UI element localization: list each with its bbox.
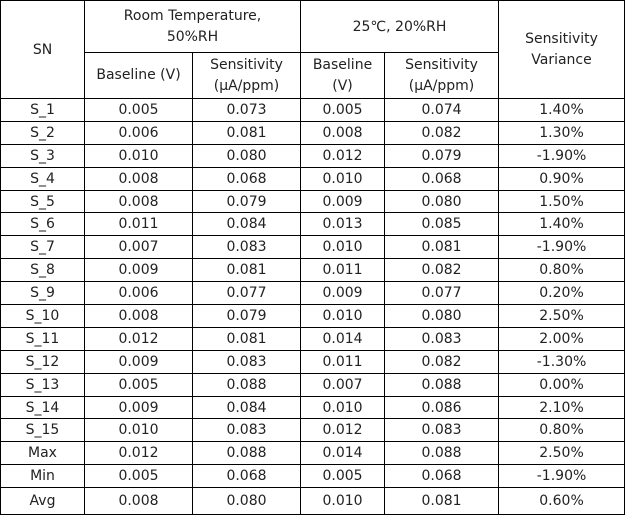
baseline-1-cell: 0.012 — [85, 442, 193, 465]
sensitivity-1-cell: 0.081 — [193, 327, 301, 350]
table-row — [1, 327, 625, 350]
variance-cell: 1.30% — [499, 121, 625, 144]
baseline-2-cell: 0.010 — [301, 236, 385, 259]
table-row — [1, 419, 625, 442]
sn-cell: S_2 — [1, 121, 85, 144]
sensitivity-2-cell: 0.082 — [385, 350, 499, 373]
sn-cell: S_5 — [1, 190, 85, 213]
variance-cell: 1.40% — [499, 213, 625, 236]
baseline-2-cell: 0.007 — [301, 373, 385, 396]
sensitivity-1-cell: 0.081 — [193, 259, 301, 282]
sensitivity-2-cell: 0.077 — [385, 282, 499, 305]
baseline-2-cell: 0.011 — [301, 259, 385, 282]
variance-cell: 1.50% — [499, 190, 625, 213]
table-row — [1, 213, 625, 236]
sensitivity-2-cell: 0.080 — [385, 305, 499, 328]
sensitivity-2-cell: 0.068 — [385, 465, 499, 488]
sensitivity-1-cell: 0.088 — [193, 442, 301, 465]
sensitivity-1-cell: 0.081 — [193, 121, 301, 144]
sn-cell: S_9 — [1, 282, 85, 305]
sn-cell: S_14 — [1, 396, 85, 419]
sensitivity-2-cell: 0.083 — [385, 419, 499, 442]
table-row — [1, 167, 625, 190]
sn-cell: S_8 — [1, 259, 85, 282]
baseline-2-cell: 0.012 — [301, 419, 385, 442]
table-row — [1, 99, 625, 122]
sensitivity-1-cell: 0.068 — [193, 167, 301, 190]
table-row — [1, 121, 625, 144]
table-row — [1, 396, 625, 419]
table-row — [1, 488, 625, 515]
sn-cell: S_6 — [1, 213, 85, 236]
baseline-1-cell: 0.007 — [85, 236, 193, 259]
baseline-2-cell: 0.009 — [301, 282, 385, 305]
baseline-2-cell: 0.011 — [301, 350, 385, 373]
table-row — [1, 465, 625, 488]
sensitivity-1-cell: 0.080 — [193, 144, 301, 167]
header-baseline-2: Baseline (V) — [301, 53, 385, 99]
sensitivity-1-cell: 0.088 — [193, 373, 301, 396]
sensitivity-1-cell: 0.079 — [193, 305, 301, 328]
baseline-2-cell: 0.010 — [301, 167, 385, 190]
variance-cell: 2.00% — [499, 327, 625, 350]
baseline-1-cell: 0.008 — [85, 167, 193, 190]
table-row — [1, 144, 625, 167]
sensitivity-1-cell: 0.073 — [193, 99, 301, 122]
variance-cell: 2.10% — [499, 396, 625, 419]
baseline-2-cell: 0.012 — [301, 144, 385, 167]
sensitivity-2-cell: 0.081 — [385, 488, 499, 515]
baseline-1-cell: 0.008 — [85, 305, 193, 328]
sensitivity-1-cell: 0.080 — [193, 488, 301, 515]
sensitivity-1-cell: 0.068 — [193, 465, 301, 488]
sn-cell: Min — [1, 465, 85, 488]
sensitivity-1-cell: 0.084 — [193, 213, 301, 236]
baseline-2-cell: 0.010 — [301, 305, 385, 328]
variance-cell: 0.80% — [499, 259, 625, 282]
baseline-1-cell: 0.006 — [85, 121, 193, 144]
baseline-1-cell: 0.005 — [85, 373, 193, 396]
sensitivity-1-cell: 0.084 — [193, 396, 301, 419]
table-row — [1, 259, 625, 282]
variance-cell: -1.90% — [499, 144, 625, 167]
table-row — [1, 236, 625, 259]
variance-cell: 0.00% — [499, 373, 625, 396]
variance-cell: 0.20% — [499, 282, 625, 305]
sn-cell: S_1 — [1, 99, 85, 122]
baseline-2-cell: 0.010 — [301, 396, 385, 419]
sn-cell: S_13 — [1, 373, 85, 396]
baseline-1-cell: 0.012 — [85, 327, 193, 350]
sn-cell: S_4 — [1, 167, 85, 190]
baseline-1-cell: 0.009 — [85, 396, 193, 419]
baseline-1-cell: 0.011 — [85, 213, 193, 236]
table-row — [1, 373, 625, 396]
table-row — [1, 350, 625, 373]
variance-cell: 0.80% — [499, 419, 625, 442]
sensitivity-2-cell: 0.082 — [385, 259, 499, 282]
table-header — [1, 1, 625, 99]
baseline-1-cell: 0.006 — [85, 282, 193, 305]
header-room-temperature — [85, 1, 301, 53]
sn-cell: S_3 — [1, 144, 85, 167]
baseline-2-cell: 0.005 — [301, 99, 385, 122]
baseline-1-cell: 0.008 — [85, 488, 193, 515]
sensitivity-2-cell: 0.081 — [385, 236, 499, 259]
sn-cell: S_10 — [1, 305, 85, 328]
variance-cell: -1.90% — [499, 236, 625, 259]
header-sensitivity-variance: Sensitivity Variance — [499, 1, 625, 99]
sensitivity-1-cell: 0.083 — [193, 350, 301, 373]
sensitivity-2-cell: 0.079 — [385, 144, 499, 167]
baseline-1-cell: 0.009 — [85, 350, 193, 373]
sensitivity-2-cell: 0.068 — [385, 167, 499, 190]
baseline-1-cell: 0.009 — [85, 259, 193, 282]
variance-cell: -1.90% — [499, 465, 625, 488]
baseline-1-cell: 0.010 — [85, 419, 193, 442]
header-room-temperature-text: Room Temperature, 50%RH — [123, 7, 262, 45]
sensitivity-1-cell: 0.077 — [193, 282, 301, 305]
sensitivity-2-cell: 0.074 — [385, 99, 499, 122]
baseline-2-cell: 0.009 — [301, 190, 385, 213]
sensitivity-1-cell: 0.083 — [193, 419, 301, 442]
sn-cell: S_11 — [1, 327, 85, 350]
variance-cell: 1.40% — [499, 99, 625, 122]
sn-cell: S_7 — [1, 236, 85, 259]
baseline-2-cell: 0.008 — [301, 121, 385, 144]
baseline-1-cell: 0.005 — [85, 465, 193, 488]
variance-cell: 2.50% — [499, 305, 625, 328]
table-row — [1, 282, 625, 305]
baseline-1-cell: 0.010 — [85, 144, 193, 167]
sensitivity-1-cell: 0.079 — [193, 190, 301, 213]
header-baseline-1: Baseline (V) — [85, 53, 193, 99]
sensitivity-1-cell: 0.083 — [193, 236, 301, 259]
table-row — [1, 190, 625, 213]
sensitivity-2-cell: 0.088 — [385, 442, 499, 465]
sn-cell: S_15 — [1, 419, 85, 442]
sensitivity-2-cell: 0.088 — [385, 373, 499, 396]
sensitivity-2-cell: 0.083 — [385, 327, 499, 350]
header-sensitivity-2: Sensitivity (μA/ppm) — [385, 53, 499, 99]
sensitivity-2-cell: 0.082 — [385, 121, 499, 144]
table-row — [1, 442, 625, 465]
sensitivity-2-cell: 0.085 — [385, 213, 499, 236]
header-25c-20rh: 25℃, 20%RH — [301, 1, 499, 53]
sn-cell: Avg — [1, 488, 85, 515]
baseline-1-cell: 0.008 — [85, 190, 193, 213]
baseline-1-cell: 0.005 — [85, 99, 193, 122]
variance-cell: -1.30% — [499, 350, 625, 373]
table-body — [1, 99, 625, 515]
baseline-2-cell: 0.014 — [301, 327, 385, 350]
baseline-2-cell: 0.005 — [301, 465, 385, 488]
sensitivity-2-cell: 0.080 — [385, 190, 499, 213]
header-sensitivity-1: Sensitivity (μA/ppm) — [193, 53, 301, 99]
baseline-2-cell: 0.010 — [301, 488, 385, 515]
variance-cell: 0.90% — [499, 167, 625, 190]
sn-cell: Max — [1, 442, 85, 465]
variance-cell: 2.50% — [499, 442, 625, 465]
variance-cell: 0.60% — [499, 488, 625, 515]
sensitivity-2-cell: 0.086 — [385, 396, 499, 419]
baseline-2-cell: 0.013 — [301, 213, 385, 236]
sn-cell: S_12 — [1, 350, 85, 373]
baseline-2-cell: 0.014 — [301, 442, 385, 465]
header-sn: SN — [1, 1, 85, 99]
table-row — [1, 305, 625, 328]
